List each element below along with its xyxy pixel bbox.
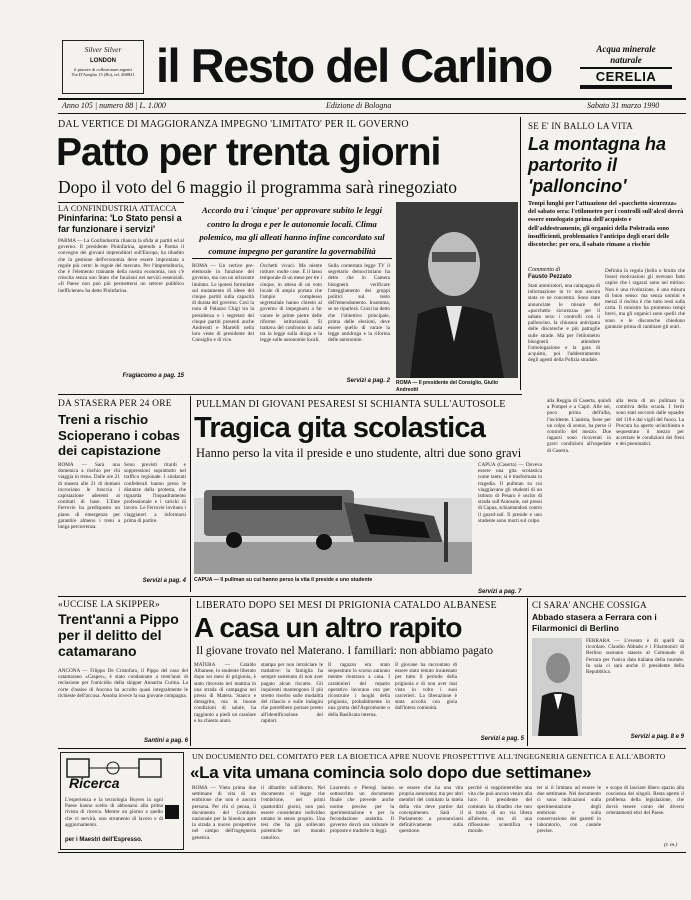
numero: numero 88: [99, 101, 134, 110]
gita-col1: CAPUA (Caserta) — Doveva essere una gita scolastica come tante, si è trasformata in tragedia. Il pullman su cui viaggiavano gli studenti di un istituto di Pesaro è uscito di strada sull'Autosole, nei pressi di Capua, schiantandosi contro il guard-rail. Il preside e uno studente sono morti sul colpo.: [478, 462, 542, 524]
dateline-anno: Anno 105 | numero 88 | L. 1.000: [62, 101, 166, 110]
pininfarina-body: PARMA — La Confindustria rilancia la sfida ai partiti ed al governo. Il presidente Pininfarina, aprendo a Parma il convegno dei giovani imprenditori sull'Europa, ha ribadito che la gestione dell'economia deve essere improntata a regole più certe: le regole del mercato. Per l'imprenditoria, che è l'elemento trainante della nostra economia, non c'è crescita senza uno Stato che funzioni nei servizi essenziali. «Il Paese non può più permettersi un settore pubblico inefficiente» ha detto Pininfarina.: [58, 238, 184, 294]
lead-col2: Occhetti vivaci. Ma niente rotture: molte cose. E il lasso temporale di un mese per tre i cinque, in attesa di un voto locale di ampia portata che l'ampio complesso segretariale hanno chiesto al governo di impegnarsi a far varare le prime pietre delle riforme istituzionali. Si trattava del confronto in aula tra la legge sulla droga e la legge sulle autonomie locali.: [260, 263, 322, 344]
treni-col2: Sono previsti ritardi e soppressioni soprattutto nel traffico regionale. I sindacati confederali hanno preso le distanze dalla protesta, che riguarda l'inquadramento professionale e i carichi di lavoro. Le Ferrovie invitano i viaggiatori a informarsi prima di partire.: [124, 462, 186, 524]
cerelia-brand: CERELIA: [580, 67, 672, 89]
band4-rule: [58, 748, 686, 749]
lead-quote-rule: [192, 258, 392, 259]
montagna-kicker: SE E' IN BALLO LA VITA: [528, 121, 633, 131]
pininfarina-rule: [58, 202, 184, 203]
cossiga-kicker: CI SARA' ANCHE COSSIGA: [532, 600, 647, 610]
skipper-more: Santini a pag. 6: [143, 738, 188, 744]
ricerca-footer: per i Maestri dell'Espresso.: [65, 837, 143, 843]
rapito-more: Servizi a pag. 5: [480, 736, 524, 742]
silver-ad-logo: Silver Silver: [84, 45, 122, 54]
rapito-col4: Il giovane ha raccontato di essere stato tenuto incatenato per tutto il periodo della prigionia e di non aver mai visto in volto i suoi carcerieri. La liberazione è stata accolta con gioia dall'intera comunità.: [395, 662, 457, 712]
lead-deck: Dopo il voto del 6 maggio il programma sarà rinegoziato: [58, 177, 457, 197]
montagna-author: Fausto Pezzato: [528, 274, 572, 280]
prezzo: L. 1.000: [139, 101, 166, 110]
skipper-body: ANCONA — Filippo De Cristofaro, il Pippo del caso del catamarano «Casper», è stato condannato a trent'anni di reclusione per l'omicidio della skipper Annarita Curina. La corte d'assise di Ancona ha accolto quasi integralmente le richieste dell'accusa. Assolta invece la sua giovane compagna.: [58, 668, 188, 699]
gita-kicker: PULLMAN DI GIOVANI PESARESI SI SCHIANTA SULL'AUTOSOLE: [196, 399, 506, 410]
gita-col3: alla testa di un pullman la comitiva della scuola. I feriti sono stati soccorsi dalle squadre del 118 e dai vigili del fuoco. La Procura ha aperto un'inchiesta e sequestrato il mezzo per accertare le condizioni dei freni e dei pneumatici.: [616, 398, 684, 448]
gita-rule-vertical: [190, 396, 191, 592]
treni-col1: ROMA — Sarà una domenica a rischio per chi viaggia in treno. Dalle ore 21 di stasera alle 21 di domani incrociano le braccia i capistazione aderenti ai comitati di base. L'Ente Ferrovie ha predisposto un piano di emergenza per garantire almeno i treni a lunga percorrenza.: [58, 462, 120, 531]
dateline-rule: [58, 113, 686, 114]
bioetica-kicker: UN DOCUMENTO DEL COMITATO PER LA BIOETICA APRE NUOVE PROSPETTIVE ALL'INGEGNERIA GENETICA E ALL'ABORTO: [192, 752, 666, 761]
bioetica-col4: se essere che ha una vita propria autonoma; ma per altri membri del comitato la tutela della vita deve partire dal concepimento. Sarà il Parlamento a pronunciarsi definitivamente sulla questione.: [399, 785, 463, 835]
anno: Anno 105: [62, 101, 93, 110]
treni-more: Servizi a pag. 4: [142, 578, 186, 584]
abbado-portrait: [532, 638, 582, 736]
cossiga-rule-vertical: [527, 598, 528, 746]
dateline-edizione: Edizione di Bologna: [326, 101, 392, 110]
lead-kicker: DAL VERTICE DI MAGGIORANZA IMPEGNO 'LIMITATO' PER IL GOVERNO: [58, 119, 409, 130]
gita-deck: Hanno perso la vita il preside e uno studente, altri due sono gravi: [196, 446, 522, 460]
band3-rule: [58, 596, 686, 597]
rapito-col5: [462, 662, 524, 734]
skipper-headline: Trent'anni a Pippo per il delitto del catamarano: [58, 611, 179, 659]
silver-ad-city: LONDON: [90, 58, 116, 64]
treni-headline: Treni a rischio Scioperano i cobas dei capistazione: [58, 412, 180, 458]
rapito-rule-vertical: [190, 598, 191, 746]
cossiga-more: Servizi a pag. 8 e 9: [630, 734, 684, 740]
montagna-col2: Definita la regola (bella o brutta che fosse) motivazioni gli avevano fatto capire che i ragazzi sono nel mirino. Non è una rivoluzione, è una misura di buon senso: ma senza uomini e mezzi il rischio è che tutto resti sulla carta. Il ministro ha promesso tempi brevi, ma gli organici sono quelli che sono e le discoteche chiedono garanzie prima di cambiare gli orari.: [605, 268, 685, 330]
band2-rule: [58, 394, 522, 395]
ricerca-ad: [60, 752, 184, 850]
rapito-col1: MATERA — Cataldo Albanese, lo studente liberato dopo sei mesi di prigionia, è stato ritrovato ieri mattina in una strada di campagna nei pressi di Matera. Stanco e dimagrito, ma in buone condizioni di salute, ha raggiunto a piedi un casolare e ha chiesto aiuto.: [194, 662, 256, 724]
rapito-deck: Il giovane trovato nel Materano. I familiari: non abbiamo pagato: [196, 645, 493, 657]
montagna-headline: La montagna ha partorito il 'palloncino': [528, 134, 667, 196]
andreotti-caption: ROMA — Il presidente del Consiglio, Giulio Andreotti: [396, 380, 499, 393]
dateline-data: Sabato 31 marzo 1990: [587, 101, 660, 110]
lead-col3: Sulla contestata legge TV il segretario democristiano ha detto che in Camera bisognerà verificare l'atteggiamento dei gruppi politici sul testo dell'emendamento. Insomma, se ne riparlerà. Craxi ha detto che l'obiettivo principale, prima delle elezioni, deve essere quello di varare la legge antidroga e la riforma delle autonomie.: [328, 263, 390, 344]
silver-ad: [62, 40, 144, 94]
montagna-deck: Tempi lunghi per l'attuazione del «pacchetto sicurezza» del sabato sera: l'etilometro per i controlli sull'alcol dovrà essere omologato prima dell'acquisto e dell'addestramento, gli organici della Polstrada sono insufficienti, problematico l'anticipo degli orari delle discoteche: per ora, il sabato rimane a rischio: [528, 200, 684, 249]
lead-quote: Accordo tra i 'cinque' per approvare subito le leggi contro la droga e per le autonomie locali. Clima polemico, ma gli alleati hanno infine concordato sul comune impegno per garantire la governabilità: [199, 205, 385, 256]
andreotti-photo: [396, 202, 518, 378]
rapito-headline: A casa un altro rapito: [194, 612, 462, 643]
page-bottom-rule: [58, 852, 686, 853]
lead-headline: Patto per trenta giorni: [56, 131, 441, 174]
cerelia-line1: Acqua minerale: [596, 44, 656, 54]
bioetica-col7: e scopo di lasciare libero spazio alla coscienza dei singoli. Resta aperto il problema della legislazione, che dovrà tenere conto dei diversi orientamenti etici del Paese.: [606, 785, 684, 816]
pininfarina-more: Fragiacomo a pag. 15: [122, 373, 184, 379]
rapito-col2: stampa per non intralciare le trattative: la famiglia ha sempre sostenuto di non aver pagato alcun riscatto. Gli inquirenti mantengono il più stretto riserbo sulle modalità del rilascio e sulle indagini che potrebbero portare presto all'identificazione dei rapitori.: [261, 662, 323, 724]
ricerca-badge: [165, 805, 179, 819]
masthead-rule: [58, 98, 686, 100]
cossiga-body: FERRARA — L'evento è di quelli da ricordare. Claudio Abbado e i Filarmonici di Berlino suonano stasera al Comunale di Ferrara per l'unica data italiana della tournée. In sala ci sarà anche il presidente della Repubblica.: [586, 638, 684, 676]
cerelia-ad: [576, 44, 676, 89]
pininfarina-kicker: LA CONFINDUSTRIA ATTACCA: [58, 204, 177, 213]
silver-ad-text: il piacere di collezionare argenti: [74, 67, 132, 72]
treni-kicker: DA STASERA PER 24 ORE: [58, 399, 172, 409]
montagna-col1: Stati ammiratori, una campagna di informazione in tv non ancora stata ce ne concentra. Sono state annunciate le misure del «pacchetto sicurezza» per il sabato sera: i controlli con il palloncino, la chiusura anticipata delle discoteche e più pattuglie sulle strade. Ma per l'etilometro bisognerà attendere l'omologazione e la gara di acquisto, poi l'addestramento degli agenti della Polizia stradale.: [528, 283, 600, 364]
skipper-kicker: «UCCISE LA SKIPPER»: [58, 600, 160, 610]
montagna-commento-label: Commento di: [528, 267, 561, 273]
andreotti-portrait: [396, 202, 518, 378]
gita-col2: alla Reggia di Caserta, quindi a Pompei e a Capri. Alle sei, poco prima dell'alba, l'incidente. L'autista, forse per un colpo di sonno, ha perso il controllo del mezzo. Due ragazzi sono ricoverati in gravi condizioni all'ospedale di Caserta.: [547, 398, 611, 454]
bioetica-col6: ter si il limitato ad essere le due settimane. Nel documento ci sono indicazioni sulla sperimentazione degli embrioni e sulla conservazione dei gameti in laboratorio, con cautele precise.: [537, 785, 601, 835]
bioetica-col3: Laurentis e Pieregi hanno sottoscritto un documento finale che prevede anche norme precise per la sperimentazione e per la fecondazione assistita. Il governo dovrà ora valutare le proposte e tradurle in leggi.: [330, 785, 394, 835]
cerelia-line2: naturale: [610, 55, 642, 65]
gita-photo: [194, 462, 472, 574]
silver-ad-address: Via D'Azeglio 15 (Bo), tel. 268821: [71, 72, 135, 77]
gita-more: Servizi a pag. 7: [478, 589, 522, 595]
pininfarina-headline: Pininfarina: 'Lo Stato pensi a far funzionare i servizi': [58, 213, 182, 234]
newspaper-title: il Resto del Carlino: [156, 39, 552, 92]
cossiga-photo: [532, 638, 582, 736]
bioetica-headline: «La vita umana comincia solo dopo due settimane»: [190, 763, 592, 782]
lead-more: Servizi a pag. 2: [346, 378, 390, 384]
cossiga-headline: Abbado stasera a Ferrara con i Filarmonici di Berlino: [532, 612, 657, 633]
bus-crash-image: [194, 462, 472, 574]
rapito-col3: Il ragazzo era stato sequestrato lo scorso autunno mentre rientrava a casa. I carabinieri del reparto operativo lavorano ora per ricostruire i luoghi della prigionia, probabilmente in una grotta dell'Aspromonte o della Basilicata interna.: [328, 662, 390, 718]
rapito-kicker: LIBERATO DOPO SEI MESI DI PRIGIONIA CATALDO ALBANESE: [196, 600, 497, 611]
bioetica-col2: il dibattito sull'aborto. Nel documento si legge che l'embrione, nei primi quattordici giorni, non può essere considerato individuo umano in senso proprio. Una tesi che ha già sollevato polemiche nel mondo cattolico.: [261, 785, 325, 841]
ricerca-body: L'esperienza e la tecnologia Buyers in ogni Paese hanno scelto di abbonarsi alla prima rivista di ricerca. Mentre un giorno a quello che vi servirà, uno strumento di lavoro e di aggiornamento.: [65, 797, 163, 828]
bioetica-col5: perché si sopprimerebbe una vita che può ancora venire alla luce. Il presidente del comitato ha ribadito che non si tratta di un via libera all'aborto, ma di una riflessione scientifica e morale.: [468, 785, 532, 835]
pininfarina-box: [58, 202, 184, 390]
gita-caption: CAPUA — Il pullman su cui hanno perso la vita il preside e uno studente: [194, 577, 373, 583]
bioetica-sign: (r. m.): [664, 842, 678, 848]
lead-rule-vertical: [520, 117, 521, 390]
ricerca-title: Ricerca: [69, 775, 120, 791]
bioetica-col1: ROMA — Vieta prima due settimane di vita di un embrione che non è ancora persona. Per chi ci pensa, il documento del Comitato nazionale per la bioetica apre la strada a nuove prospettive nel campo dell'ingegneria genetica.: [192, 785, 256, 841]
gita-headline: Tragica gita scolastica: [194, 412, 486, 444]
lead-col1: ROMA — Un vertice pre-elettorale in funzione del governo, ma con un orizzonte limitato. Le ipotesi formulate sul mutamento di ideee del cinque partiti sulla capacità di durata del governo. Così la nota di Palazzo Chigi tra la presidenza e i segretari dei cinque partiti presenti anche Andreotti e Martelli nella loro veste di presidente del Consiglio e di vice.: [192, 263, 254, 344]
